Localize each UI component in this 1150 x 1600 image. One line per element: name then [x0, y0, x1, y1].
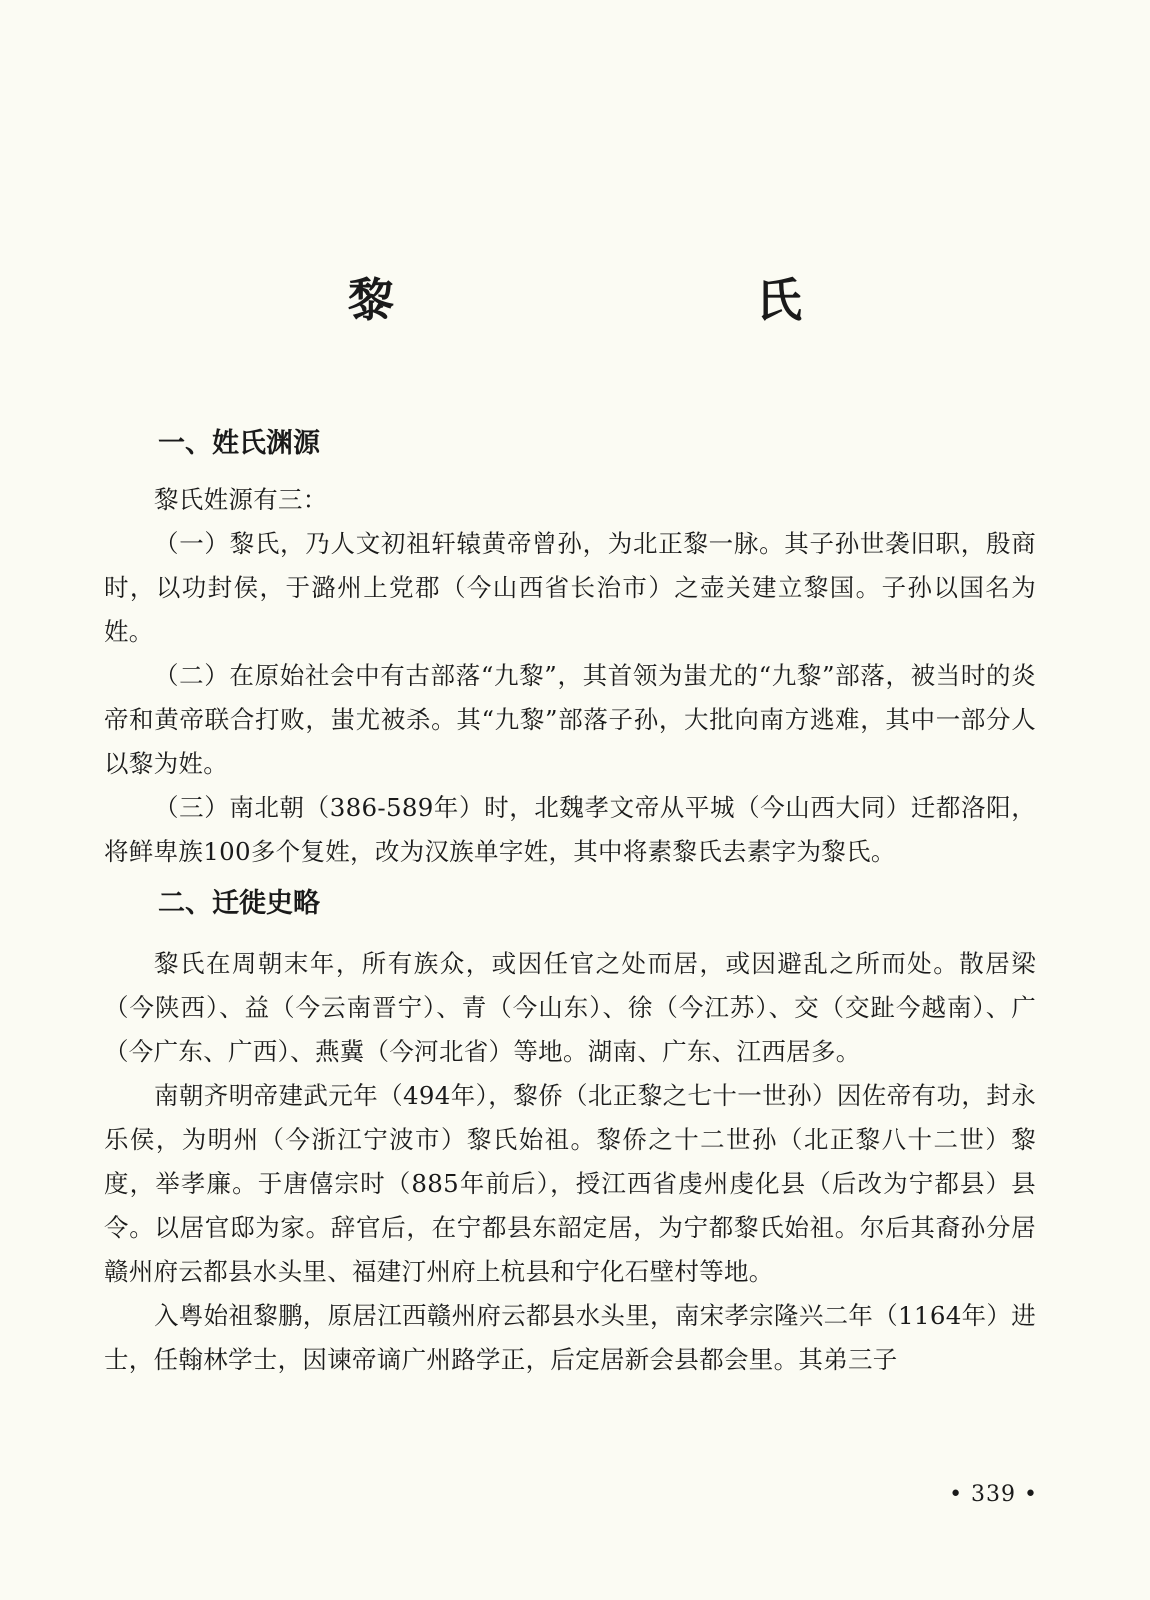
paragraph: 入粤始祖黎鹏，原居江西赣州府云都县水头里，南宋孝宗隆兴二年（1164年）进士，任翰林学士，因谏帝谪广州路学正，后定居新会县都会里。其弟三子 — [104, 1301, 1036, 1374]
page-title: 黎 氏 — [348, 273, 892, 327]
section-heading-migration: 二、迁徙史略 — [158, 888, 320, 919]
page-number: • 339 • — [949, 1482, 1038, 1507]
page-body — [104, 424, 1036, 1382]
paragraph: （三）南北朝（386-589年）时，北魏孝文帝从平城（今山西大同）迁都洛阳，将鲜卑族100多个复姓，改为汉族单字姓，其中将素黎氏去素字为黎氏。 — [104, 793, 1036, 866]
paragraph: （二）在原始社会中有古部落“九黎”，其首领为蚩尤的“九黎”部落，被当时的炎帝和黄帝联合打败，蚩尤被杀。其“九黎”部落子孙，大批向南方逃难，其中一部分人以黎为姓。 — [104, 661, 1036, 778]
section-heading-origin: 一、姓氏渊源 — [158, 428, 320, 459]
paragraph: 南朝齐明帝建武元年（494年），黎侨（北正黎之七十一世孙）因佐帝有功，封永乐侯，为明州（今浙江宁波市）黎氏始祖。黎侨之十二世孙（北正黎八十二世）黎度，举孝廉。于唐僖宗时（885年前后），授江西省虔州虔化县（后改为宁都县）县令。以居官邸为家。辞官后，在宁都县东韶定居，为宁都黎氏始祖。尔后其裔孙分居赣州府云都县水头里、福建汀州府上杭县和宁化石壁村等地。 — [104, 1081, 1036, 1286]
paragraph: （一）黎氏，乃人文初祖轩辕黄帝曾孙，为北正黎一脉。其子孙世袭旧职，殷商时，以功封侯，于潞州上党郡（今山西省长治市）之壶关建立黎国。子孙以国名为姓。 — [104, 529, 1036, 646]
paragraph: 黎氏在周朝末年，所有族众，或因任官之处而居，或因避乱之所而处。散居梁（今陕西）、益（今云南晋宁）、青（今山东）、徐（今江苏）、交（交趾今越南）、广（今广东、广西）、燕冀（今河北省）等地。湖南、广东、江西居多。 — [104, 949, 1036, 1066]
paragraph: 黎氏姓源有三： — [154, 485, 328, 514]
